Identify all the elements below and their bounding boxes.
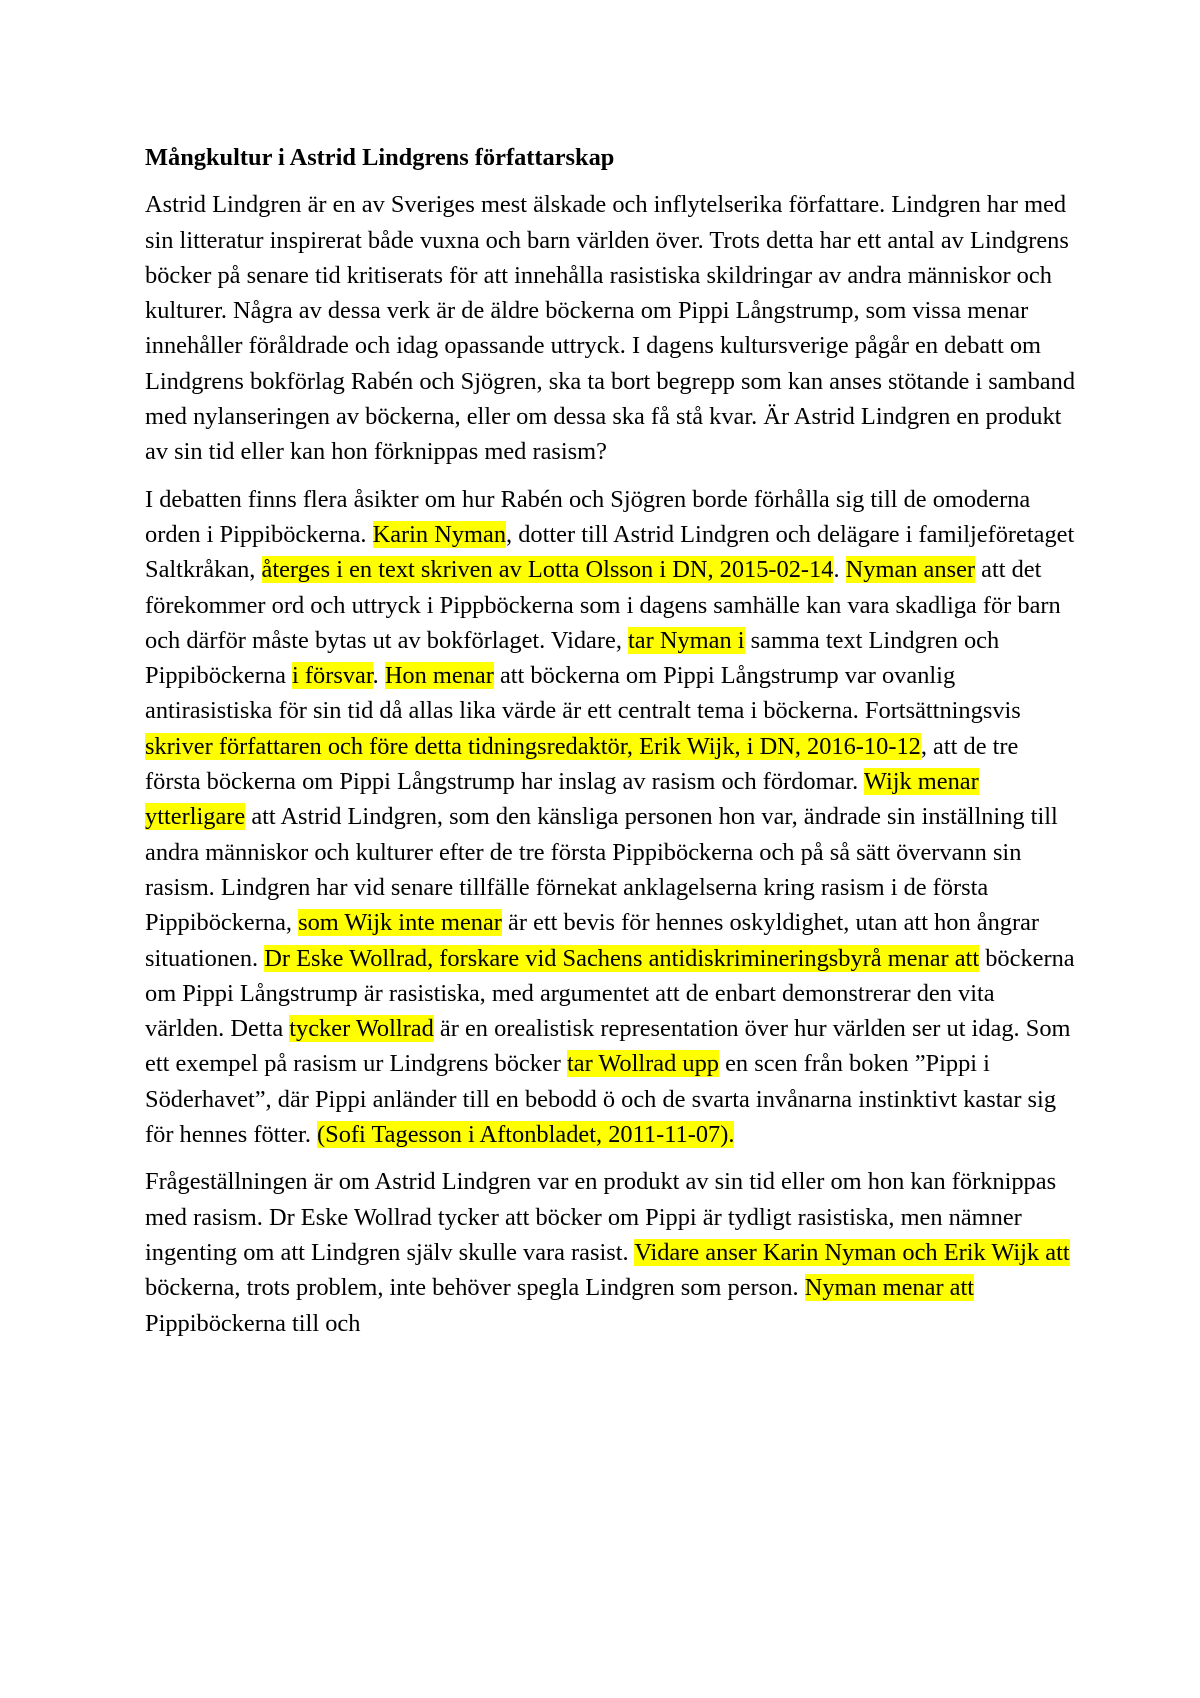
- highlighted-text: tycker Wollrad: [289, 1015, 434, 1043]
- paragraph-text: böckerna om Pippi Långstrump är rasistiska, med argumentet att de enbart demonstrerar den vita världen. Detta: [145, 944, 1075, 1043]
- highlighted-text: Hon menar: [384, 662, 494, 690]
- highlighted-text: skriver författaren och före detta tidningsredaktör, Erik Wijk, i DN, 2016-10-12: [145, 732, 921, 760]
- paragraph-2: [145, 482, 1075, 1153]
- paragraph-text: är ett bevis för hennes oskyldighet, utan att hon ångrar situationen.: [145, 909, 1040, 972]
- paragraph-text: .: [833, 556, 846, 584]
- highlighted-text: Wijk menar ytterligare: [145, 768, 979, 831]
- document-body: [145, 187, 1075, 1341]
- paragraph-text: , dotter till Astrid Lindgren och delägare i familjeföretaget Saltkråkan,: [145, 520, 1075, 584]
- highlighted-text: Dr Eske Wollrad, forskare vid Sachens antidiskrimineringsbyrå menar att: [264, 944, 980, 972]
- paragraph-text: att böckerna om Pippi Långstrump var ovanlig antirasistiska för sin tid då allas lika värde är ett centralt tema i böckerna. Fortsättningsvis: [145, 662, 1021, 725]
- paragraph-text: I debatten finns flera åsikter om hur Rabén och Sjögren borde förhålla sig till de omoderna orden i Pippiböckerna.: [145, 485, 1031, 548]
- highlighted-text: (Sofi Tagesson i Aftonbladet, 2011-11-07).: [317, 1121, 735, 1149]
- highlighted-text: tar Wollrad upp: [566, 1050, 719, 1078]
- paragraph-text: samma text Lindgren och Pippiböckerna: [145, 626, 1000, 690]
- paragraph-text: att Astrid Lindgren, som den känsliga personen hon var, ändrade sin inställning till andra människor och kulturer efter de tre första Pippiböckerna och på så sätt övervann sin rasism. Lindgren har vid senare tillfälle förnekat anklagelserna kring rasism i de första Pippiböckerna,: [145, 803, 1058, 937]
- paragraph-text: , att de tre första böckerna om Pippi Långstrump har inslag av rasism och fördomar.: [145, 732, 1019, 796]
- highlighted-text: Nyman menar att: [804, 1274, 975, 1302]
- paragraph-text: .: [372, 662, 385, 690]
- highlighted-text: i försvar: [292, 662, 373, 690]
- paragraph-text: Astrid Lindgren är en av Sveriges mest älskade och inflytelserika författare. Lindgren har med sin litteratur inspirerat både vuxna och barn världen över. Trots detta har ett antal av Lindgrens böcker på senare tid kritiserats för att innehålla rasistiska skildringar av andra människor och kulturer. Några av dessa verk är de äldre böckerna om Pippi Långstrump, som vissa menar innehåller föråldrade och idag opassande uttryck. I dagens kultursverige pågår en debatt om Lindgrens bokförlag Rabén och Sjögren, ska ta bort begrepp som kan anses stötande i samband med nylanseringen av böckerna, eller om dessa ska få stå kvar. Är Astrid Lindgren en produkt av sin tid eller kan hon förknippas med rasism?: [145, 191, 1076, 466]
- highlighted-text: Nyman anser: [845, 556, 976, 584]
- paragraph-text: en scen från boken ”Pippi i Söderhavet”, där Pippi anländer till en bebodd ö och de svarta invånarna instinktivt kastar sig för hennes fötter.: [145, 1050, 1057, 1149]
- highlighted-text: som Wijk inte menar: [298, 909, 502, 937]
- paragraph-1: [145, 187, 1075, 469]
- paragraph-text: är en orealistisk representation över hur världen ser ut idag. Som ett exempel på rasism ur Lindgrens böcker: [145, 1015, 1071, 1078]
- paragraph-text: att det förekommer ord och uttryck i Pippböckerna som i dagens samhälle kan vara skadliga för barn och därför måste bytas ut av bokförlaget. Vidare,: [145, 556, 1061, 654]
- document-page: [145, 140, 1075, 1353]
- paragraph-text: böckerna, trots problem, inte behöver spegla Lindgren som person.: [145, 1274, 805, 1302]
- highlighted-text: Vidare anser Karin Nyman och Erik Wijk att: [634, 1238, 1070, 1266]
- paragraph-text: Pippiböckerna till och: [145, 1309, 361, 1337]
- paragraph-text: Frågeställningen är om Astrid Lindgren var en produkt av sin tid eller om hon kan förknippas med rasism. Dr Eske Wollrad tycker att böcker om Pippi är tydligt rasistiska, men nämner ingenting om att Lindgren själv skulle vara rasist.: [145, 1168, 1057, 1266]
- document-title: Mångkultur i Astrid Lindgrens författarskap: [145, 144, 615, 171]
- highlighted-text: Karin Nyman: [372, 520, 507, 548]
- highlighted-text: återges i en text skriven av Lotta Olsson i DN, 2015-02-14: [261, 556, 834, 584]
- paragraph-3: [145, 1164, 1075, 1340]
- highlighted-text: tar Nyman i: [628, 626, 745, 654]
